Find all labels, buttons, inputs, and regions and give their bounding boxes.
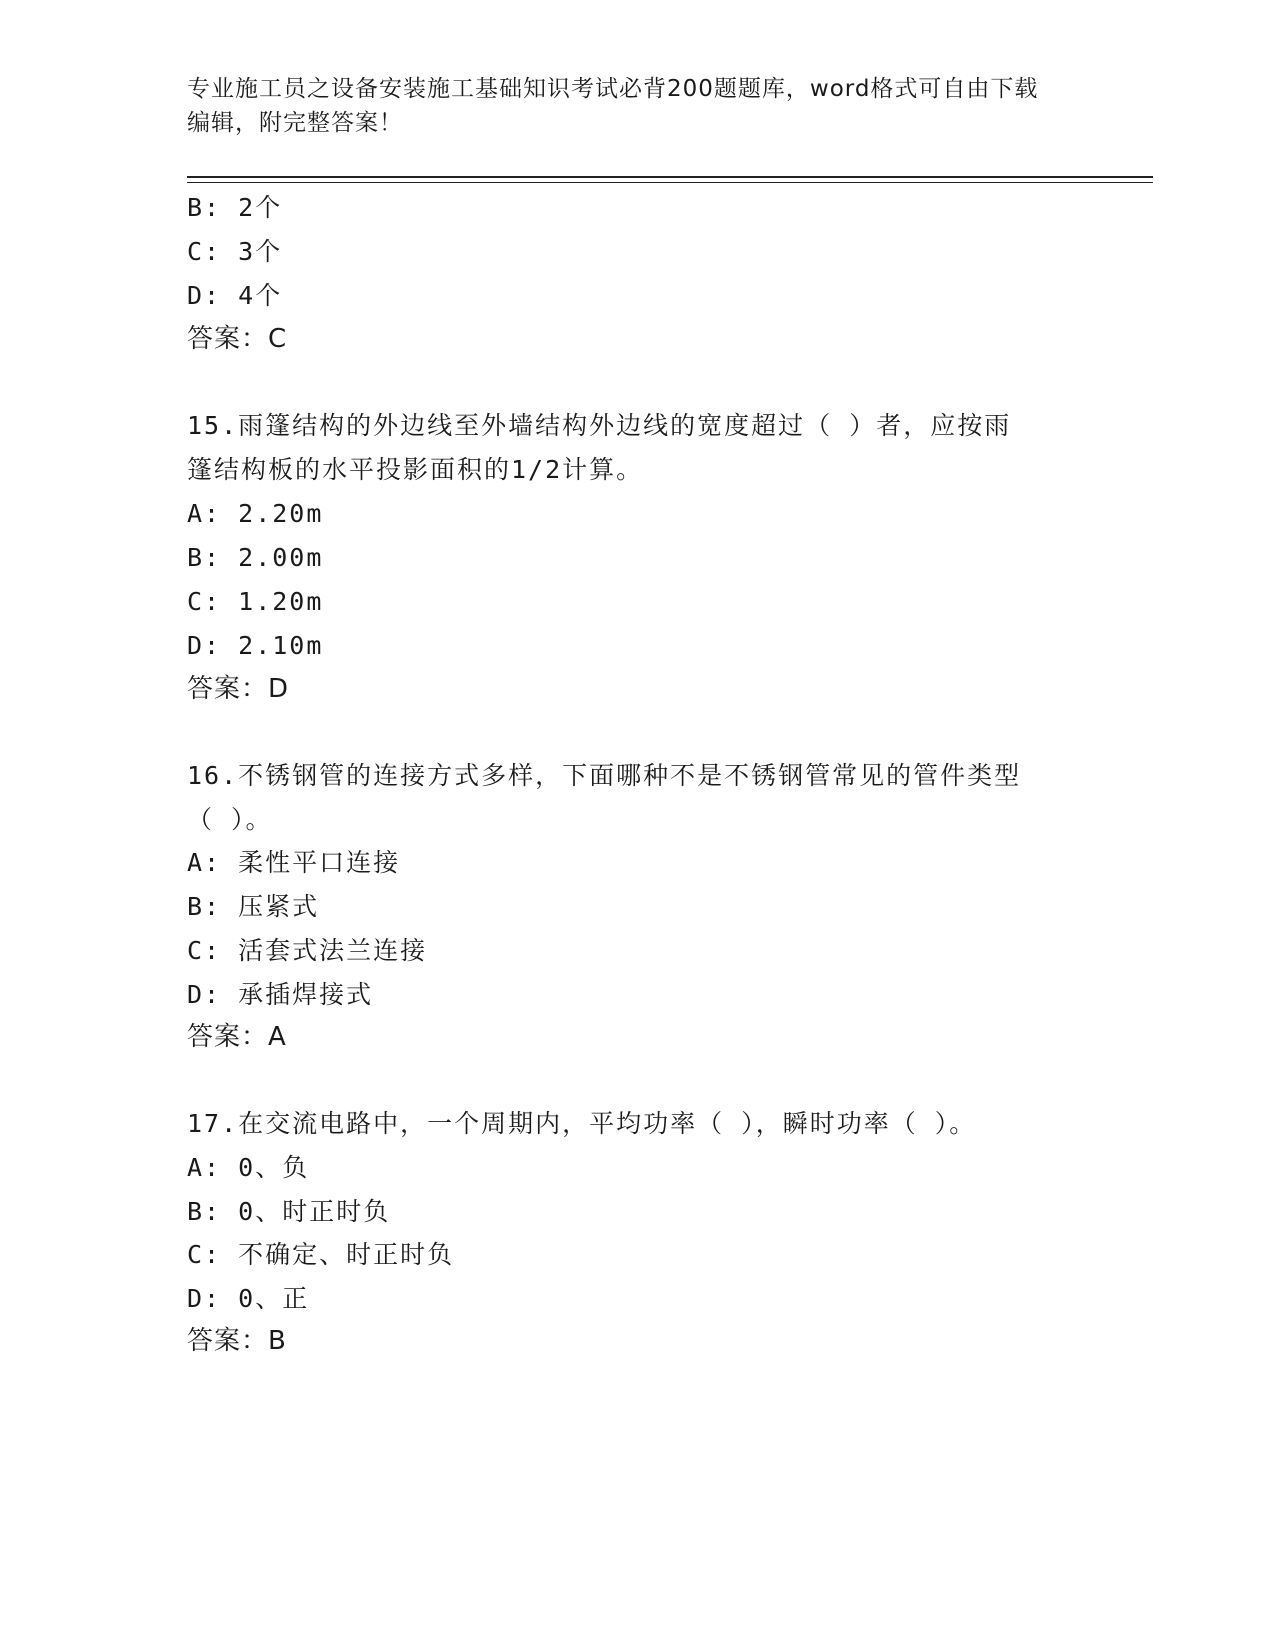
q15-stem-line-1: 15.雨篷结构的外边线至外墙结构外边线的宽度超过（ ）者，应按雨 <box>187 411 1012 440</box>
q16-option-a: A: 柔性平口连接 <box>187 848 401 877</box>
q16-option-b: B: 压紧式 <box>187 892 320 921</box>
q16-option-d: D: 承插焊接式 <box>187 980 374 1009</box>
q16-option-c: C: 活套式法兰连接 <box>187 936 428 965</box>
q16-answer: 答案：A <box>187 1022 287 1052</box>
q17-stem-line-1: 17.在交流电路中，一个周期内，平均功率（ ），瞬时功率（ ）。 <box>187 1109 977 1138</box>
q17-answer: 答案：B <box>187 1326 287 1356</box>
q15-stem-line-2: 篷结构板的水平投影面积的1/2计算。 <box>187 455 644 484</box>
q16-stem-line-2: （ ）。 <box>187 805 273 834</box>
q14-answer: 答案：C <box>187 324 288 354</box>
document-header <box>187 72 1067 140</box>
q17-option-a: A: 0、负 <box>187 1153 310 1182</box>
header-title-line-2: 编辑，附完整答案！ <box>187 110 403 136</box>
q15-option-a: A: 2.20m <box>187 499 324 528</box>
q15-answer: 答案：D <box>187 674 290 704</box>
q14-option-c: C: 3个 <box>187 237 283 266</box>
q15-option-b: B: 2.00m <box>187 543 324 572</box>
q15-option-c: C: 1.20m <box>187 587 324 616</box>
q17-option-d: D: 0、正 <box>187 1284 310 1313</box>
q15-option-d: D: 2.10m <box>187 631 324 660</box>
q14-option-b: B: 2个 <box>187 193 283 222</box>
q17-option-c: C: 不确定、时正时负 <box>187 1240 455 1269</box>
header-title-line-1: 专业施工员之设备安装施工基础知识考试必背200题题库，word格式可自由下载 <box>187 76 1039 102</box>
header-divider-thin <box>187 182 1153 183</box>
header-divider-thick <box>187 176 1153 178</box>
q16-stem-line-1: 16.不锈钢管的连接方式多样，下面哪种不是不锈钢管常见的管件类型 <box>187 761 1022 790</box>
q17-option-b: B: 0、时正时负 <box>187 1197 391 1226</box>
q14-option-d: D: 4个 <box>187 281 283 310</box>
